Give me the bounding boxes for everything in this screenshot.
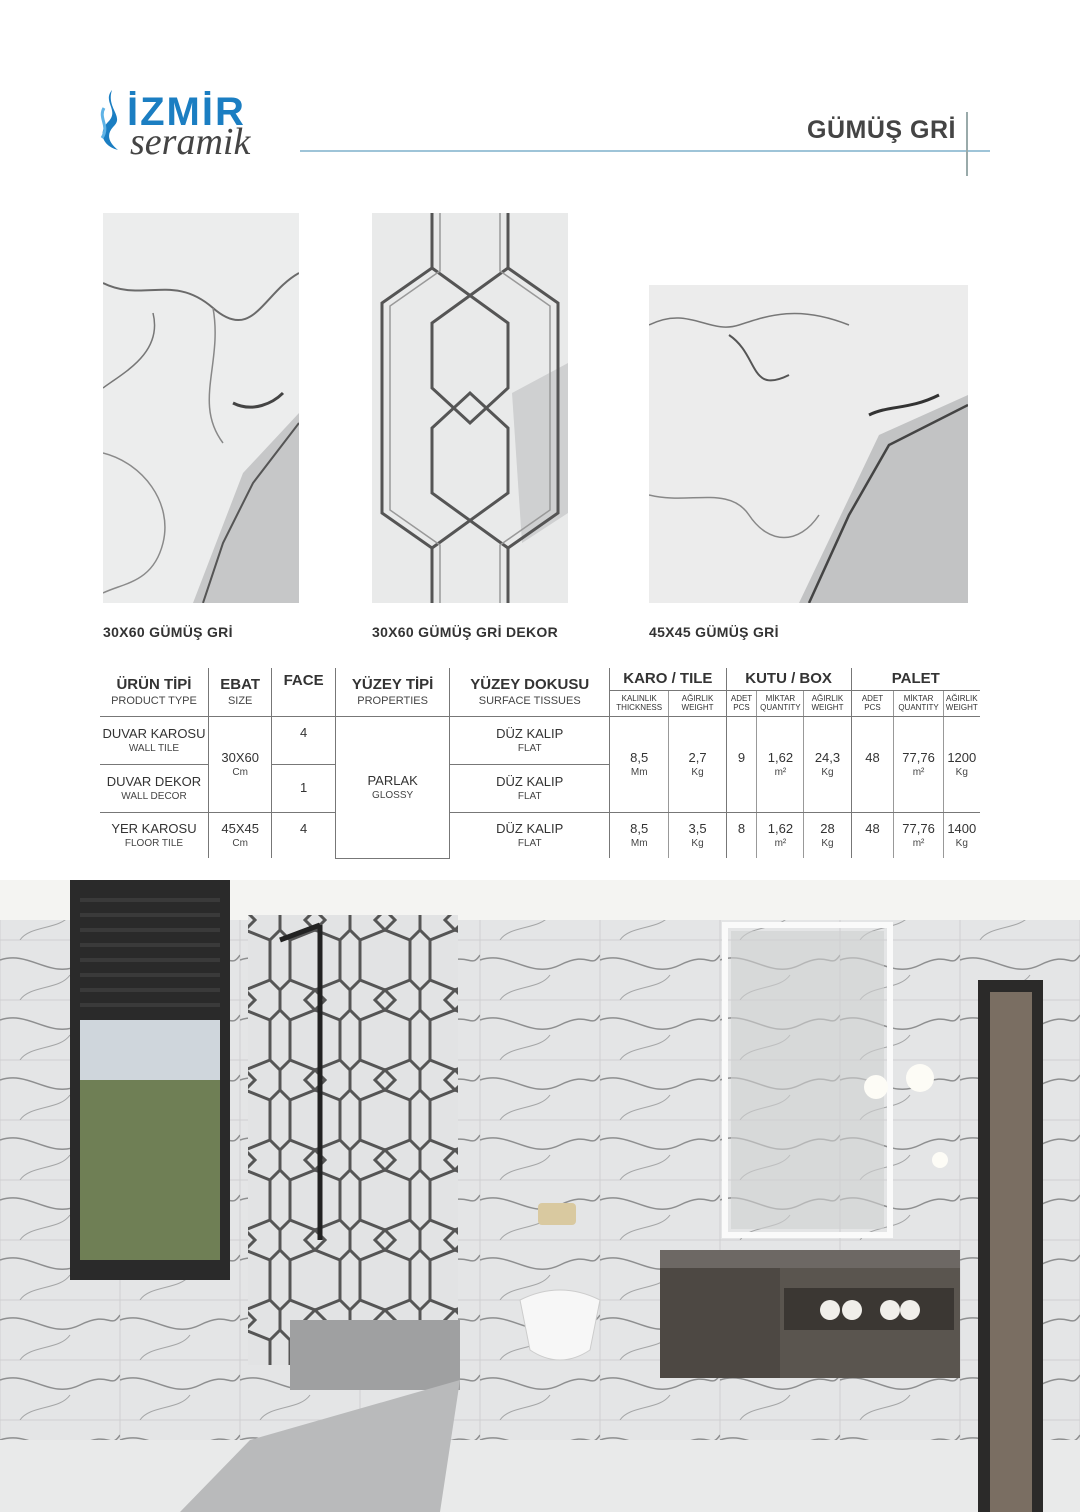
brand-name-bottom: seramik [130,121,251,163]
th-tile: KARO / TILE [610,668,727,690]
series-title: GÜMÜŞ GRİ [807,116,956,144]
cell-face: 4 [272,812,335,858]
cell-face: 1 [272,764,335,812]
table-header-row [100,668,980,690]
cell-face: 4 [272,716,335,764]
th-box: KUTU / BOX [726,668,851,690]
tile-image-45x45 [649,285,968,603]
cell-pallet-qty-wall: 77,76 m² [894,716,943,812]
cell-box-pcs-floor: 8 [726,812,757,858]
th-tile-weight: AĞIRLIK WEIGHT [669,690,726,716]
bathroom-photo [0,880,1080,1512]
cell-surface: DÜZ KALIP FLAT [450,716,610,764]
th-size: EBAT SIZE [208,668,271,716]
th-box-quantity: MİKTAR QUANTITY [757,690,804,716]
th-product-type: ÜRÜN TİPİ PRODUCT TYPE [100,668,208,716]
tile-image-30x60-decor [372,213,568,603]
cell-product-type: YER KAROSU FLOOR TILE [100,812,208,858]
th-pallet-weight: AĞIRLIK WEIGHT [943,690,980,716]
table-row [100,812,980,858]
th-box-pcs: ADET PCS [726,690,757,716]
cell-box-pcs-wall: 9 [726,716,757,812]
tile-caption-45x45: 45X45 GÜMÜŞ GRİ [649,624,779,640]
cell-thickness-wall: 8,5 Mm [610,716,669,812]
th-pallet-quantity: MİKTAR QUANTITY [894,690,943,716]
cell-pallet-weight-wall: 1200 Kg [943,716,980,812]
brand-name-top: İZMİR [127,90,246,134]
th-pallet: PALET [851,668,980,690]
cell-pallet-qty-floor: 77,76 m² [894,812,943,858]
tile-image-30x60 [103,213,299,603]
cell-tile-weight-wall: 2,7 Kg [669,716,726,812]
cell-size-floor: 45X45 Cm [208,812,271,858]
cell-box-qty-wall: 1,62 m² [757,716,804,812]
cell-product-type: DUVAR KAROSU WALL TILE [100,716,208,764]
cell-pallet-pcs-wall: 48 [851,716,894,812]
th-surface: YÜZEY DOKUSU SURFACE TISSUES [450,668,610,716]
th-tile-thickness: KALINLIK THICKNESS [610,690,669,716]
th-properties: YÜZEY TİPİ PROPERTIES [335,668,450,716]
th-box-weight: AĞIRLIK WEIGHT [804,690,851,716]
cell-product-type: DUVAR DEKOR WALL DECOR [100,764,208,812]
cell-thickness-floor: 8,5 Mm [610,812,669,858]
swan-logo-icon [92,88,126,152]
cell-box-qty-floor: 1,62 m² [757,812,804,858]
th-face: FACE [272,668,335,716]
table-row [100,716,980,764]
brand-logo [92,84,312,164]
cell-tile-weight-floor: 3,5 Kg [669,812,726,858]
cell-box-weight-floor: 28 Kg [804,812,851,858]
spec-table [100,668,980,859]
cell-size-wall: 30X60 Cm [208,716,271,812]
cell-pallet-pcs-floor: 48 [851,812,894,858]
cell-surface: DÜZ KALIP FLAT [450,764,610,812]
th-pallet-pcs: ADET PCS [851,690,894,716]
tile-caption-30x60: 30X60 GÜMÜŞ GRİ [103,624,233,640]
cell-properties: PARLAK GLOSSY [335,716,450,858]
cell-surface: DÜZ KALIP FLAT [450,812,610,858]
tile-caption-30x60-decor: 30X60 GÜMÜŞ GRİ DEKOR [372,624,559,640]
cell-box-weight-wall: 24,3 Kg [804,716,851,812]
header-divider [966,112,968,176]
header-rule [300,150,990,152]
cell-pallet-weight-floor: 1400 Kg [947,820,977,849]
